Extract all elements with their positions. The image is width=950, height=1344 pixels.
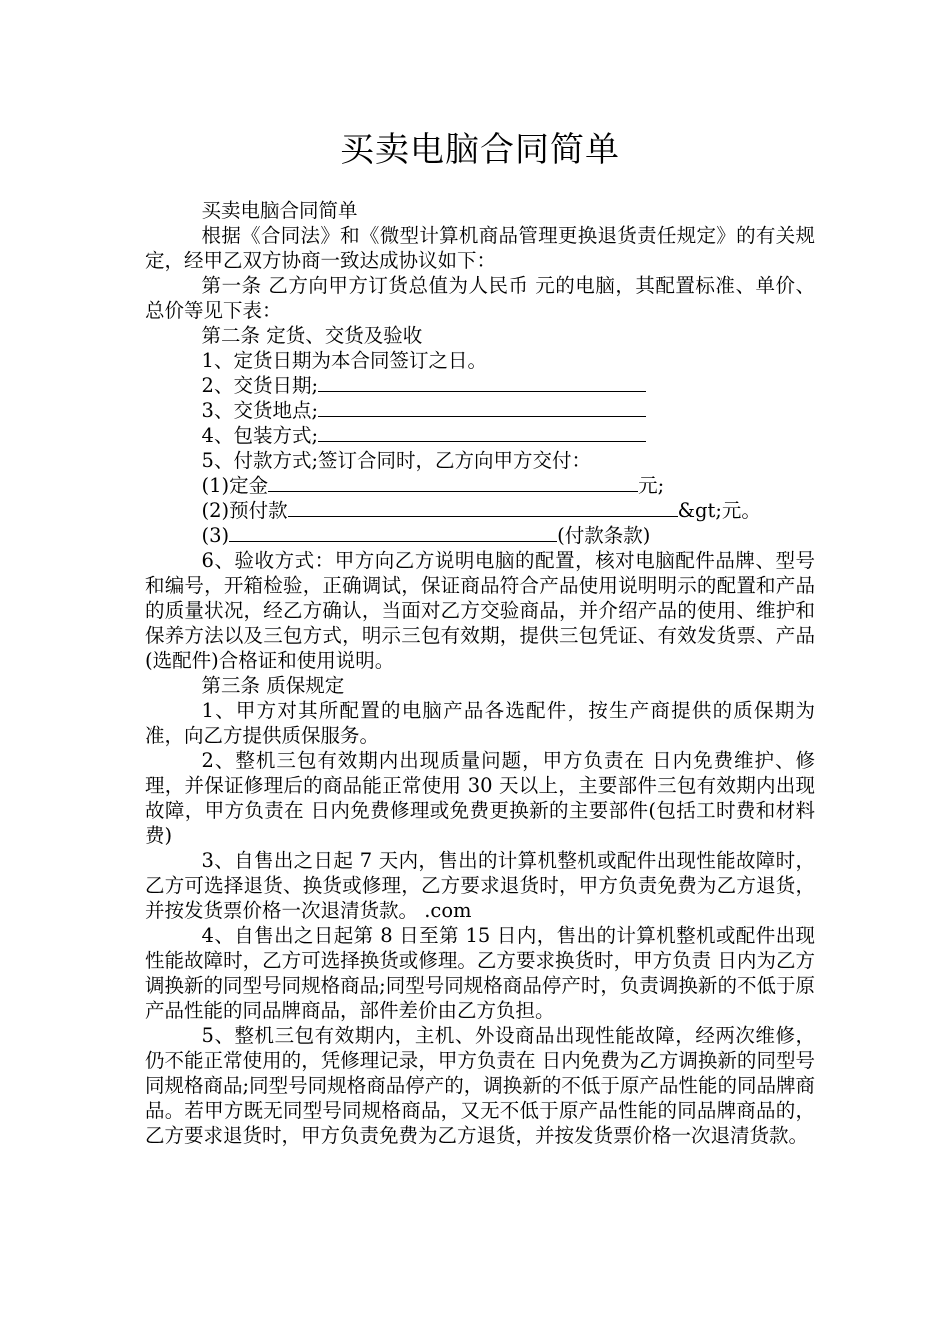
- document-title: 买卖电脑合同简单: [340, 130, 620, 170]
- item-2-2: [145, 373, 815, 398]
- delivery-place-blank: [318, 398, 646, 417]
- payment-terms: [145, 523, 815, 548]
- document-body: [145, 198, 815, 1148]
- article-3-heading: 第三条 质保规定: [201, 674, 345, 697]
- item-2-1: 1、定货日期为本合同签订之日。: [201, 349, 487, 372]
- delivery-place-label: 3、交货地点;: [201, 399, 319, 422]
- intro-paragraph: 根据《合同法》和《微型计算机商品管理更换退货责任规定》的有关规定，经甲乙双方协商一致达成协议如下：: [145, 224, 815, 272]
- advance-suffix: &gt;元。: [677, 499, 761, 522]
- deposit-blank: [268, 473, 638, 492]
- packaging-blank: [318, 423, 646, 442]
- item-3-3: 3、自售出之日起 7 天内，售出的计算机整机或配件出现性能故障时，乙方可选择退货、换货或修理，乙方要求退货时，甲方负责免费为乙方退货，并按发货票价格一次退清货款。 .com: [145, 849, 815, 922]
- article-2-heading: 第二条 定货、交货及验收: [201, 324, 423, 347]
- item-2-3: [145, 398, 815, 423]
- article-1: 第一条 乙方向甲方订货总值为人民币 元的电脑，其配置标准、单价、总价等见下表：: [145, 274, 815, 322]
- terms-label: (3): [201, 524, 230, 547]
- payment-deposit: [145, 473, 815, 498]
- item-2-5: 5、付款方式;签订合同时，乙方向甲方交付：: [201, 449, 592, 472]
- terms-suffix: (付款条款): [557, 524, 651, 547]
- deposit-suffix: 元;: [638, 474, 665, 497]
- document-subtitle: 买卖电脑合同简单: [201, 199, 358, 222]
- item-3-4: 4、自售出之日起第 8 日至第 15 日内，售出的计算机整机或配件出现性能故障时，乙方可选择换货或修理。乙方要求换货时，甲方负责 日内为乙方调换新的同型号同规格商品;同型号同规格商品停产时，负责调换新的不低于原产品性能的同品牌商品，部件差价由乙方负担。: [145, 924, 815, 1022]
- item-2-6: 6、验收方式：甲方向乙方说明电脑的配置，核对电脑配件品牌、型号和编号，开箱检验，正确调试，保证商品符合产品使用说明明示的配置和产品的质量状况，经乙方确认，当面对乙方交验商品，并介绍产品的使用、维护和保养方法以及三包方式，明示三包有效期，提供三包凭证、有效发货票、产品(选配件)合格证和使用说明。: [145, 549, 815, 672]
- delivery-date-blank: [318, 373, 646, 392]
- payment-advance: [145, 498, 815, 523]
- item-3-2: 2、整机三包有效期内出现质量问题，甲方负责在 日内免费维护、修理，并保证修理后的商品能正常使用 30 天以上，主要部件三包有效期内出现故障，甲方负责在 日内免费修理或免费更换新的主要部件(包括工时费和材料费): [145, 749, 815, 847]
- advance-blank: [288, 498, 678, 517]
- terms-blank: [229, 523, 557, 542]
- delivery-date-label: 2、交货日期;: [201, 374, 319, 397]
- item-2-4: [145, 423, 815, 448]
- item-3-1: 1、甲方对其所配置的电脑产品各选配件，按生产商提供的质保期为准，向乙方提供质保服务。: [145, 699, 815, 747]
- advance-label: (2)预付款: [201, 499, 288, 522]
- item-3-5: 5、整机三包有效期内，主机、外设商品出现性能故障，经两次维修，仍不能正常使用的，凭修理记录，甲方负责在 日内免费为乙方调换新的同型号同规格商品;同型号同规格商品停产的，调换新的不低于原产品性能的同品牌商品。若甲方既无同型号同规格商品，又无不低于原产品性能的同品牌商品的，乙方要求退货时，甲方负责免费为乙方退货，并按发货票价格一次退清货款。: [145, 1024, 815, 1147]
- deposit-label: (1)定金: [201, 474, 269, 497]
- packaging-label: 4、包装方式;: [201, 424, 319, 447]
